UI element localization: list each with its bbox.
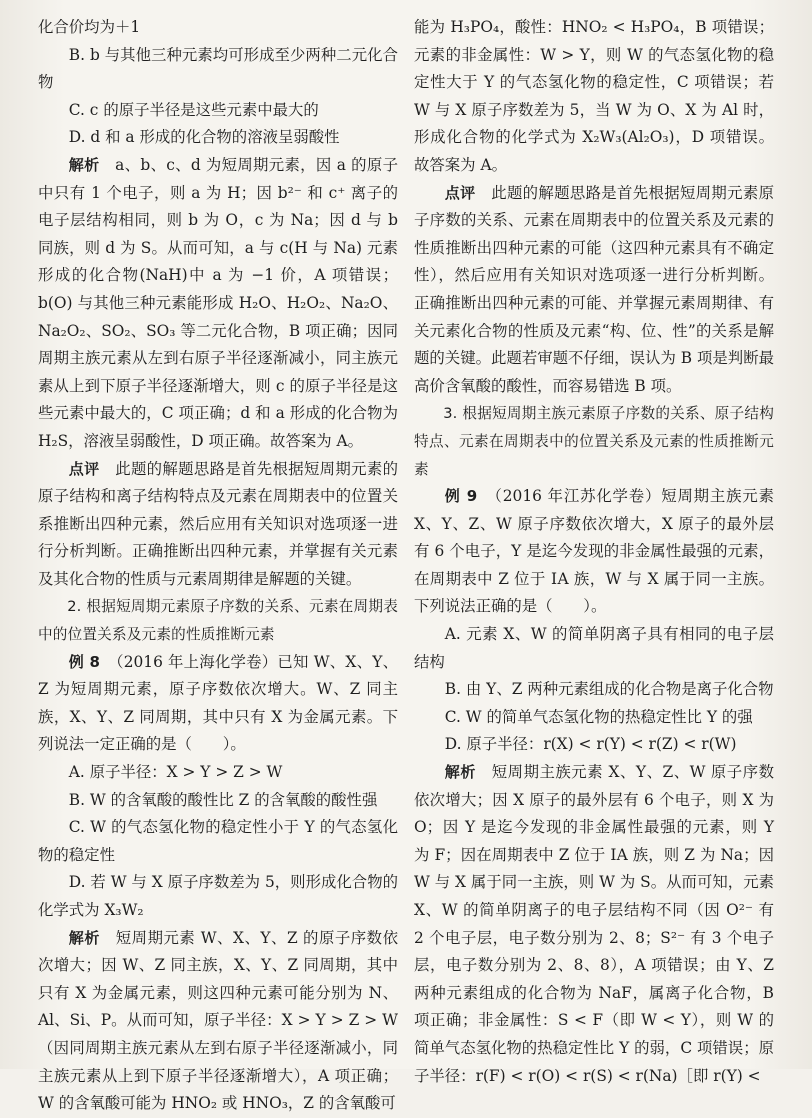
comment-paragraph xyxy=(414,180,774,401)
comment-label: 点评 xyxy=(68,459,100,478)
example-text: （2016 年江苏化学卷）短周期主族元素 X、Y、Z、W 原子序数依次增大，X 原子的最外层有 6 个电子，Y 是迄今发现的非金属性最强的元素，在周期表中 Z 位于 ⅠA 族，W 与 X 属于同一主族。下列说法正确的是（ ）。 xyxy=(414,487,774,616)
right-column xyxy=(414,14,774,1090)
option-d: D. d 和 a 形成的化合物的溶液呈弱酸性 xyxy=(68,128,340,147)
option-b: B. 由 Y、Z 两种元素组成的化合物是离子化合物 xyxy=(444,680,774,699)
comment-text: 此题的解题思路是首先根据短周期元素原子序数的关系、元素在周期表中的位置关系及元素的性质推断出四种元素的可能（这四种元素具有不确定性），然后应用有关知识对选项逐一进行分析判断。正确推断出四种元素的可能、并掌握元素周期律、有关元素化合物的性质及元素“构、位、性”的关系是解题的关键。此题若审题不仔细，误认为 B 项是判断最高价含氧酸的酸性，而容易错选 B 项。 xyxy=(414,183,774,395)
comment-paragraph xyxy=(38,456,398,594)
analysis-paragraph xyxy=(38,152,398,456)
example-text: （2016 年上海化学卷）已知 W、X、Y、Z 为短周期元素，原子序数依次增大。W、Z 同主族，X、Y、Z 同周期，其中只有 X 为金属元素。下列说法一定正确的是（ ）。 xyxy=(38,652,398,754)
section-heading-2: 2. 根据短周期元素原子序数的关系、元素在周期表中的位置关系及元素的性质推断元素 xyxy=(38,598,398,644)
option-c: C. W 的简单气态氢化物的热稳定性比 Y 的强 xyxy=(444,707,753,726)
analysis-paragraph xyxy=(38,925,398,1118)
analysis-text: 短周期主族元素 X、Y、Z、W 原子序数依次增大；因 X 原子的最外层有 6 个电子，则 X 为 O；因 Y 是迄今发现的非金属性最强的元素，则 Y 为 F；因在周期表中 Z 位于 ⅠA 族，则 Z 为 Na；因 W 与 X 属于同一主族，则 W 为 S。从而可知，元素 X、W 的简单阴离子的电子层结构不同（因 O²⁻ 有 2 个电子层，电子数分别为 2、8；S²⁻ 有 3 个电子层，电子数分别为 2、8、8），A 项错误；由 Y、Z 两种元素组成的化合物为 NaF，属离子化合物，B 项正确；非金属性：S < F（即 W < Y），则 W 的简单气态氢化物的热稳定性比 Y 的弱，C 项错误；原子半径：r(F) < r(O) < r(S) < r(Na)［即 r(Y) < xyxy=(414,763,774,1085)
option-d: D. 若 W 与 X 原子序数差为 5，则形成化合物的化学式为 X₃W₂ xyxy=(38,873,398,919)
option-d: D. 原子半径：r(X) < r(Y) < r(Z) < r(W) xyxy=(444,735,737,754)
example-8 xyxy=(38,649,398,759)
analysis-continuation: 能为 H₃PO₄，酸性：HNO₂ < H₃PO₄，B 项错误；元素的非金属性：W > Y，则 W 的气态氢化物的稳定性大于 Y 的气态氢化物的稳定性，C 项错误；若 W 与 X 原子序数差为 5，当 W 为 O、X 为 Al 时，形成化合物的化学式为 X₂W₃(Al₂O₃)，D 项错误。故答案为 A。 xyxy=(414,18,774,174)
comment-label: 点评 xyxy=(444,183,476,202)
left-column xyxy=(38,14,398,1118)
option-a: A. 原子半径：X > Y > Z > W xyxy=(68,763,283,782)
example-label: 例 9 xyxy=(444,487,478,506)
option-b: B. b 与其他三种元素均可形成至少两种二元化合物 xyxy=(38,45,398,92)
answer-continuation: 化合价均为＋1 xyxy=(38,18,141,36)
analysis-label: 解析 xyxy=(68,155,100,174)
analysis-label: 解析 xyxy=(68,928,100,947)
option-c: C. W 的气态氢化物的稳定性小于 Y 的气态氢化物的稳定性 xyxy=(38,818,398,864)
option-a: A. 元素 X、W 的简单阴离子具有相同的电子层结构 xyxy=(414,625,774,671)
option-c: C. c 的原子半径是这些元素中最大的 xyxy=(68,100,319,119)
analysis-text: a、b、c、d 为短周期元素，因 a 的原子中只有 1 个电子，则 a 为 H；因 b²⁻ 和 c⁺ 离子的电子层结构相同，则 b 为 O，c 为 Na；因 d 与 b 同族，则 d 为 S。从而可知，a 与 c(H 与 Na) 元素形成的化合物(NaH)中 a 为 −1 价，A 项错误；b(O) 与其他三种元素能形成 H₂O、H₂O₂、Na₂O、Na₂O₂、SO₂、SO₃ 等二元化合物，B 项正确；因同周期主族元素从左到右原子半径逐渐减小，同主族元素从上到下原子半径逐渐增大，则 c 的原子半径是这些元素中最大的，C 项正确；d 和 a 形成的化合物为 H₂S，溶液呈弱酸性，D 项正确。故答案为 A。 xyxy=(38,155,398,450)
option-b: B. W 的含氧酸的酸性比 Z 的含氧酸的酸性强 xyxy=(68,790,378,809)
section-heading-3: 3. 根据短周期主族元素原子序数的关系、原子结构特点、元素在周期表中的位置关系及元素的性质推断元素 xyxy=(414,405,774,478)
comment-text: 此题的解题思路是首先根据短周期元素的原子结构和离子结构特点及元素在周期表中的位置关系推断出四种元素，然后应用有关知识对选项逐一进行分析判断。正确推断出四种元素，并掌握有关元素及其化合物的性质与元素周期律是解题的关键。 xyxy=(38,459,398,588)
example-label: 例 8 xyxy=(68,652,100,671)
analysis-label: 解析 xyxy=(444,763,476,782)
example-9 xyxy=(414,483,774,621)
analysis-text: 短周期元素 W、X、Y、Z 的原子序数依次增大；因 W、Z 同主族，X、Y、Z 同周期，其中只有 X 为金属元素，则这四种元素可能分别为 N、Al、Si、P。从而可知，原子半径：X > Y > Z > W（因同周期主族元素从左到右原子半径逐渐减小，同主族元素从上到下原子半径逐渐增大），A 项正确；W 的含氧酸可能为 HNO₂ 或 HNO₃，Z 的含氧酸可 xyxy=(38,928,398,1113)
analysis-paragraph xyxy=(414,759,774,1090)
